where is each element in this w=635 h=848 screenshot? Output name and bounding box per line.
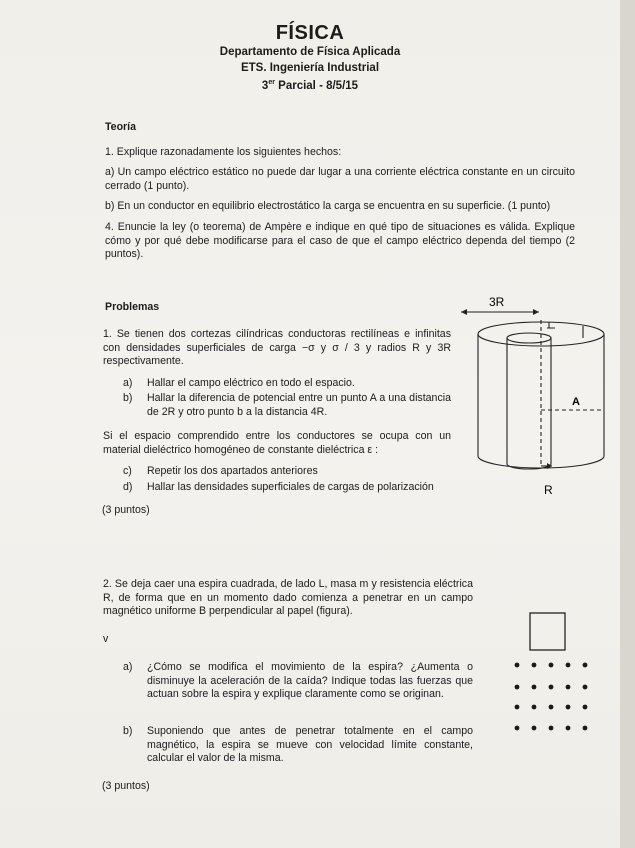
loop-figure	[505, 608, 600, 738]
magnetic-field-dots	[515, 663, 588, 731]
problem-1-d: d) Hallar las densidades superficiales de cargas de polarización	[123, 481, 434, 493]
arrowhead-left	[461, 309, 467, 315]
problem-1-intro: 1. Se tienen dos cortezas cilíndricas conductoras rectilíneas e infinitas con densidades superficiales de carga −σ y σ / 3 y radios R y 3R respectivamente.	[103, 328, 451, 368]
problem-2-intro: 2. Se deja caer una espira cuadrada, de lado L, masa m y resistencia eléctrica R, de forma que en un momento dado comienza a penetrar en un campo magnético uniforme B perpendicular al papel (figura).	[103, 578, 473, 618]
school: ETS. Ingeniería Industrial	[240, 62, 380, 74]
problem-1-a: a) Hallar el campo eléctrico en todo el espacio.	[123, 377, 355, 389]
problem-2-points: (3 puntos)	[102, 780, 150, 792]
department: Departamento de Física Aplicada	[219, 46, 401, 58]
theory-q1a: a) Un campo eléctrico estático no puede dar lugar a una corriente eléctrica constante en un circuito cerrado (1 punto).	[105, 166, 575, 192]
problem-2-b: b) Suponiendo que antes de penetrar totalmente en el campo magnético, la espira se mueve con velocidad límite constante, calcular el valor de la misma.	[123, 725, 473, 765]
problem-1-dielectric: Si el espacio comprendido entre los conductores se ocupa con un material dieléctrico homogéneo de constante dieléctrica ε :	[103, 430, 451, 456]
label-a: A	[572, 396, 580, 408]
exam-date: 3er Parcial - 8/5/15	[261, 79, 359, 92]
theory-q1-intro: 1. Explique razonadamente los siguientes hechos:	[105, 146, 342, 158]
problems-heading: Problemas	[105, 301, 160, 313]
label-r: R	[544, 483, 553, 497]
inner-edge-mark	[547, 322, 555, 328]
arrowhead-right	[533, 309, 539, 315]
velocity-label: v	[103, 633, 109, 645]
page-edge	[620, 0, 635, 848]
problem-1-c: c) Repetir los dos apartados anteriores	[123, 465, 318, 477]
problem-2-a: a) ¿Cómo se modifica el movimiento de la espira? ¿Aumenta o disminuye la aceleración de la caída? Indique todas las fuerzas que actuan sobre la espira y explique claramente como se originan.	[123, 661, 473, 701]
inner-cylinder-top	[507, 333, 551, 343]
theory-q1b: b) En un conductor en equilibrio electrostático la carga se encuentra en su superficie. (1 punto)	[105, 200, 551, 212]
theory-q4: 4. Enuncie la ley (o teorema) de Ampère e indique en qué tipo de situaciones es válida. Explique cómo y por qué debe modificarse para el caso de que el campo eléctrico dependa del tiempo (2 puntos).	[105, 221, 575, 261]
exam-title: FÍSICA	[275, 22, 345, 44]
square-loop	[530, 613, 565, 650]
cylinders-figure	[455, 290, 615, 505]
theory-heading: Teoría	[105, 121, 137, 133]
problem-1-points: (3 puntos)	[102, 504, 150, 516]
label-3r: 3R	[489, 295, 505, 309]
problem-1-b: b) Hallar la diferencia de potencial entre un punto A a una distancia de 2R y otro punto b a la distancia 4R.	[123, 392, 451, 418]
